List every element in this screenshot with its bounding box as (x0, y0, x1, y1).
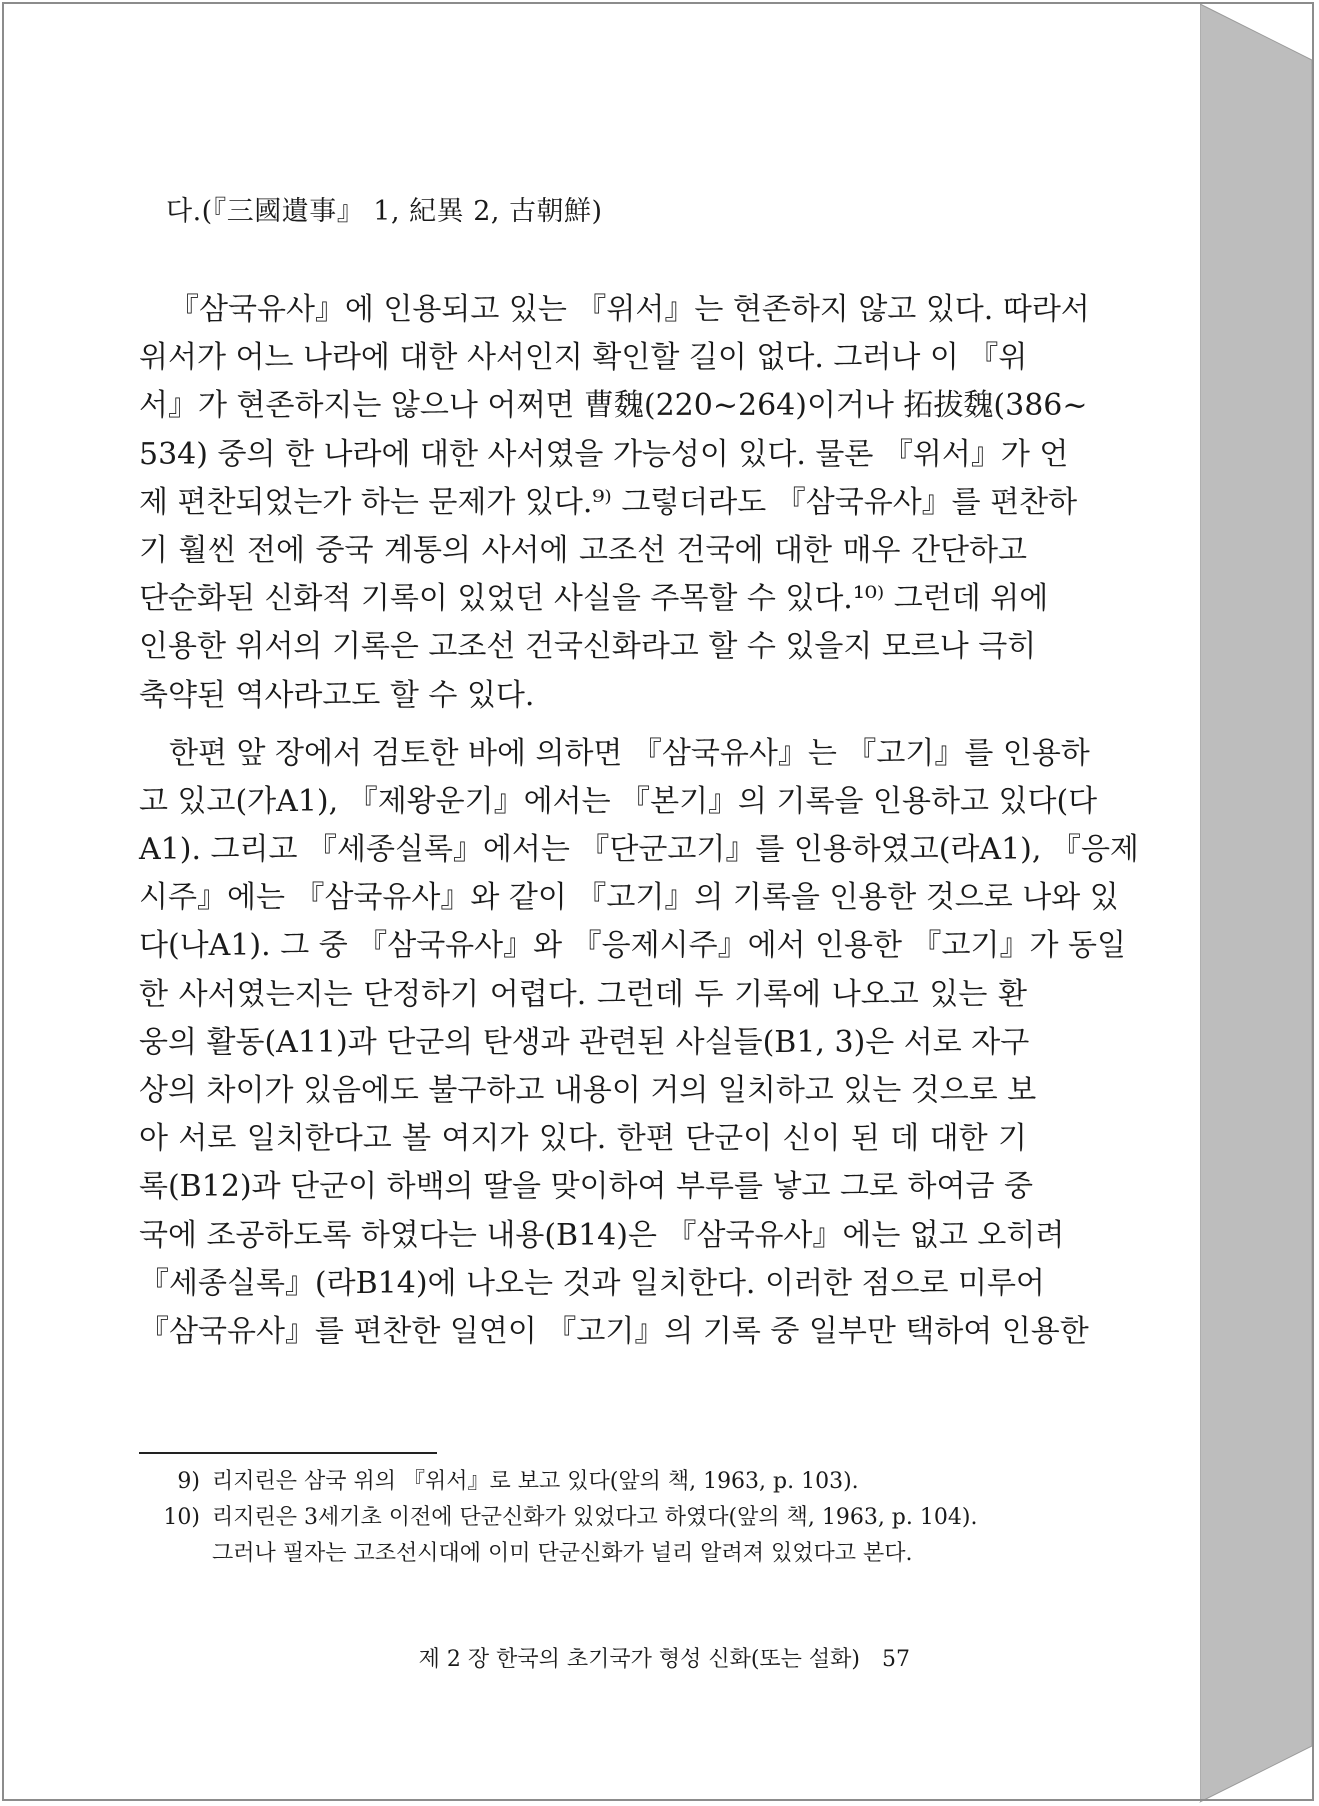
text-line: 록(B12)과 단군이 하백의 딸을 맞이하여 부루를 낳고 그로 하여금 중 (139, 1169, 1033, 1205)
text-line: 인용한 위서의 기록은 고조선 건국신화라고 할 수 있을지 모르나 극히 (139, 629, 1037, 665)
footnote-text: 리지린은 삼국 위의 『위서』로 보고 있다(앞의 책, 1963, p. 103). (212, 1469, 859, 1494)
footnote-number: 10) (163, 1505, 200, 1530)
text-line: 다(나A1). 그 중 『삼국유사』와 『응제시주』에서 인용한 『고기』가 동일 (139, 928, 1126, 964)
text-line: 기 훨씬 전에 중국 계통의 사서에 고조선 건국에 대한 매우 간단하고 (139, 532, 1027, 568)
text-line: 한편 앞 장에서 검토한 바에 의하면 『삼국유사』는 『고기』를 인용하 (169, 735, 1090, 771)
text-line: 위서가 어느 나라에 대한 사서인지 확인할 길이 없다. 그러나 이 『위 (139, 340, 1028, 376)
continuation-line: 다.(『三國遺事』 1, 紀異 2, 古朝鮮) (166, 196, 603, 227)
text-line: A1). 그리고 『세종실록』에서는 『단군고기』를 인용하였고(라A1), 『응제 (139, 832, 1139, 868)
footnote-10-continuation: 그러나 필자는 고조선시대에 이미 단군신화가 널리 알려져 있었다고 본다. (212, 1541, 913, 1566)
text-line: 『삼국유사』를 편찬한 일연이 『고기』의 기록 중 일부만 택하여 인용한 (139, 1313, 1089, 1349)
text-line: 고 있고(가A1), 『제왕운기』에서는 『본기』의 기록을 인용하고 있다(다 (139, 783, 1098, 819)
text-line: 서』가 현존하지는 않으나 어쩌면 曹魏(220~264)이거나 拓拔魏(386~ (139, 388, 1088, 424)
text-line: 제 편찬되었는가 하는 문제가 있다.⁹⁾ 그렇더라도 『삼국유사』를 편찬하 (139, 484, 1078, 520)
footnote-number: 9) (177, 1469, 200, 1494)
page-number: 57 (882, 1647, 910, 1672)
text-line: 아 서로 일치한다고 볼 여지가 있다. 한편 단군이 신이 된 데 대한 기 (139, 1121, 1027, 1157)
text-line: 국에 조공하도록 하였다는 내용(B14)은 『삼국유사』에는 없고 오히려 (139, 1217, 1065, 1253)
text-line: 『세종실록』(라B14)에 나오는 것과 일치한다. 이러한 점으로 미루어 (139, 1265, 1045, 1301)
text-line: 한 사서였는지는 단정하기 어렵다. 그런데 두 기록에 나오고 있는 환 (139, 976, 1027, 1012)
text-line: 단순화된 신화적 기록이 있었던 사실을 주목할 수 있다.¹⁰⁾ 그런데 위에 (139, 581, 1049, 617)
text-line: 웅의 활동(A11)과 단군의 탄생과 관련된 사실들(B1, 3)은 서로 자구 (139, 1024, 1030, 1060)
text-line: 상의 차이가 있음에도 불구하고 내용이 거의 일치하고 있는 것으로 보 (139, 1073, 1037, 1108)
footnote-text: 리지린은 3세기초 이전에 단군신화가 있었다고 하였다(앞의 책, 1963, p. 104). (212, 1505, 978, 1530)
text-line: 축약된 역사라고도 할 수 있다. (139, 677, 535, 713)
text-line: 시주』에는 『삼국유사』와 같이 『고기』의 기록을 인용한 것으로 나와 있 (139, 880, 1119, 916)
text-line: 『삼국유사』에 인용되고 있는 『위서』는 현존하지 않고 있다. 따라서 (169, 292, 1090, 327)
chapter-title: 제 2 장 한국의 초기국가 형성 신화(또는 설화) (418, 1647, 860, 1672)
text-line: 534) 중의 한 나라에 대한 사서였을 가능성이 있다. 물론 『위서』가 언 (139, 436, 1069, 472)
page-frame (2, 2, 1314, 1801)
